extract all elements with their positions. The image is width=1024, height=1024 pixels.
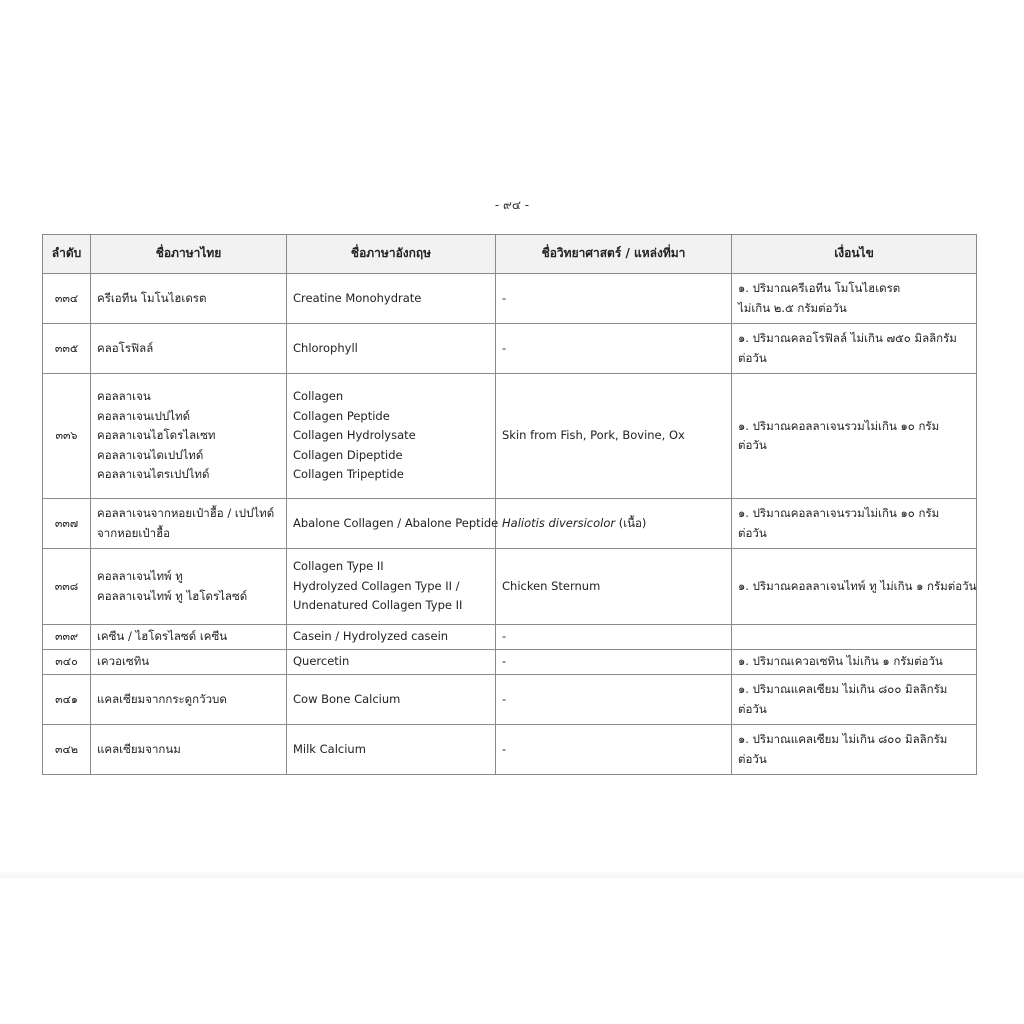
- cell-condition: [732, 549, 977, 625]
- thai-name-line: คอลลาเจนไทพ์ ทู: [97, 569, 183, 583]
- cell-no: ๓๓๙: [43, 625, 91, 650]
- scientific-name-text: Skin from Fish, Pork, Bovine, Ox: [502, 428, 685, 443]
- scientific-name-text: -: [502, 290, 507, 305]
- scientific-name-text: -: [502, 340, 507, 355]
- thai-name-line: จากหอยเป๋าฮื้อ: [97, 525, 170, 540]
- cell-scientific-name: [496, 675, 732, 725]
- thai-name-line: คอลลาเจน: [97, 389, 151, 404]
- thai-name-line: คอลลาเจนไดเปปไทด์: [97, 447, 204, 462]
- english-name-line: Collagen Type II: [293, 559, 384, 574]
- cell-scientific-name: [496, 324, 732, 374]
- cell-english-name: [287, 549, 496, 625]
- table-row: [43, 324, 977, 374]
- cell-english-name: [287, 374, 496, 499]
- cell-no: ๓๔๒: [43, 725, 91, 775]
- scientific-name-text: -: [502, 654, 507, 669]
- scientific-name-italic: Haliotis diversicolor: [502, 515, 616, 530]
- table-row: [43, 499, 977, 549]
- table-row: [43, 374, 977, 499]
- header-english-name: ชื่อภาษาอังกฤษ: [287, 235, 496, 274]
- condition-line: ไม่เกิน ๒.๕ กรัมต่อวัน: [738, 300, 847, 315]
- thai-name-line: คอลลาเจนจากหอยเป๋าฮื้อ / เปปไทด์: [97, 506, 275, 520]
- page-shadow: [0, 870, 1024, 878]
- scientific-name-text: -: [502, 691, 507, 706]
- cell-no: ๓๓๕: [43, 324, 91, 374]
- cell-thai-name: [91, 499, 287, 549]
- table-row: [43, 274, 977, 324]
- table-row: [43, 549, 977, 625]
- condition-line: ๑. ปริมาณแคลเซียม ไม่เกิน ๘๐๐ มิลลิกรัม: [738, 682, 948, 696]
- header-no: ลำดับ: [43, 235, 91, 274]
- thai-name-line: แคลเซียมจากกระดูกวัวบด: [97, 691, 227, 706]
- english-name-line: Hydrolyzed Collagen Type II /: [293, 578, 460, 593]
- english-name-line: Chlorophyll: [293, 340, 358, 355]
- english-name-line: Quercetin: [293, 654, 350, 669]
- thai-name-line: เคซีน / ไฮโดรไลซด์ เคซีน: [97, 629, 228, 644]
- scientific-name-text: Chicken Sternum: [502, 578, 601, 593]
- cell-condition: [732, 725, 977, 775]
- thai-name-line: เควอเซทิน: [97, 654, 150, 669]
- cell-scientific-name: [496, 625, 732, 650]
- cell-thai-name: [91, 625, 287, 650]
- english-name-line: Collagen Dipeptide: [293, 447, 403, 462]
- thai-name-line: แคลเซียมจากนม: [97, 741, 181, 756]
- cell-thai-name: [91, 324, 287, 374]
- cell-english-name: [287, 499, 499, 549]
- cell-condition: [732, 499, 977, 549]
- cell-scientific-name: [496, 374, 732, 499]
- thai-name-line: คอลลาเจนไทพ์ ทู ไฮโดรไลซด์: [97, 588, 248, 603]
- header-condition: เงื่อนไข: [732, 235, 977, 274]
- english-name-line: Undenatured Collagen Type II: [293, 598, 463, 613]
- cell-english-name: [287, 324, 496, 374]
- cell-scientific-name: [496, 549, 732, 625]
- condition-line: ๑. ปริมาณคลอโรฟิลล์ ไม่เกิน ๗๕๐ มิลลิกรัม: [738, 331, 957, 345]
- english-name-line: Collagen: [293, 389, 344, 404]
- cell-no: ๓๓๔: [43, 274, 91, 324]
- cell-no: ๓๓๗: [43, 499, 91, 549]
- condition-line: ๑. ปริมาณแคลเซียม ไม่เกิน ๘๐๐ มิลลิกรัม: [738, 732, 948, 746]
- table-body: [43, 274, 977, 775]
- cell-condition: [732, 324, 977, 374]
- condition-line: ต่อวัน: [738, 751, 767, 766]
- scientific-name-text: (เนื้อ): [615, 515, 647, 530]
- table-row: [43, 650, 977, 675]
- page-number: - ๙๔ -: [494, 198, 530, 212]
- cell-scientific-name: [496, 499, 732, 549]
- condition-line: ๑. ปริมาณคอลลาเจนไทพ์ ทู ไม่เกิน ๑ กรัมต่อวัน: [738, 578, 977, 593]
- cell-condition: [732, 675, 977, 725]
- thai-name-line: คลอโรฟิลล์: [97, 340, 154, 355]
- condition-line: ๑. ปริมาณคอลลาเจนรวมไม่เกิน ๑๐ กรัม: [738, 418, 940, 433]
- cell-condition: [732, 374, 977, 499]
- thai-name-line: คอลลาเจนเปปไทด์: [97, 408, 191, 423]
- ingredient-table: [42, 234, 977, 775]
- cell-english-name: [287, 274, 496, 324]
- header-scientific-name: ชื่อวิทยาศาสตร์ / แหล่งที่มา: [496, 235, 732, 274]
- thai-name-line: คอลลาเจนไตรเปปไทด์: [97, 467, 210, 482]
- header-thai-name: ชื่อภาษาไทย: [91, 235, 287, 274]
- cell-english-name: [287, 625, 496, 650]
- condition-line: ๑. ปริมาณคอลลาเจนรวมไม่เกิน ๑๐ กรัม: [738, 506, 940, 520]
- cell-english-name: [287, 675, 496, 725]
- condition-line: ต่อวัน: [738, 525, 767, 540]
- english-name-line: Collagen Hydrolysate: [293, 428, 416, 443]
- cell-scientific-name: [496, 650, 732, 675]
- cell-scientific-name: [496, 274, 732, 324]
- thai-name-line: คอลลาเจนไฮโดรไลเซท: [97, 428, 216, 443]
- english-name-line: Cow Bone Calcium: [293, 691, 401, 706]
- table-header-row: [43, 235, 977, 274]
- cell-no: ๓๔๐: [43, 650, 91, 675]
- table-row: [43, 725, 977, 775]
- cell-condition: [732, 650, 977, 675]
- cell-thai-name: [91, 274, 287, 324]
- cell-thai-name: [91, 725, 287, 775]
- english-name-line: Abalone Collagen / Abalone Peptide: [293, 515, 499, 530]
- cell-thai-name: [91, 650, 287, 675]
- english-name-line: Collagen Peptide: [293, 408, 390, 423]
- cell-scientific-name: [496, 725, 732, 775]
- english-name-line: Collagen Tripeptide: [293, 467, 404, 482]
- table-row: [43, 625, 977, 650]
- thai-name-line: ครีเอทีน โมโนไฮเดรต: [97, 290, 207, 305]
- condition-line: ๑. ปริมาณเควอเซทิน ไม่เกิน ๑ กรัมต่อวัน: [738, 654, 943, 669]
- table-row: [43, 675, 977, 725]
- scientific-name-text: -: [502, 741, 507, 756]
- cell-thai-name: [91, 374, 287, 499]
- condition-line: ต่อวัน: [738, 438, 767, 452]
- condition-line: ๑. ปริมาณครีเอทีน โมโนไฮเดรต: [738, 281, 901, 295]
- condition-line: ต่อวัน: [738, 350, 767, 365]
- cell-condition: [732, 274, 977, 324]
- english-name-line: Creatine Monohydrate: [293, 290, 422, 305]
- english-name-line: Casein / Hydrolyzed casein: [293, 629, 449, 644]
- cell-english-name: [287, 725, 496, 775]
- cell-thai-name: [91, 675, 287, 725]
- cell-thai-name: [91, 549, 287, 625]
- cell-condition: [732, 625, 977, 650]
- cell-no: ๓๔๑: [43, 675, 91, 725]
- cell-no: ๓๓๖: [43, 374, 91, 499]
- cell-no: ๓๓๘: [43, 549, 91, 625]
- scientific-name-text: -: [502, 629, 507, 644]
- condition-line: ต่อวัน: [738, 701, 767, 716]
- english-name-line: Milk Calcium: [293, 741, 366, 756]
- cell-english-name: [287, 650, 496, 675]
